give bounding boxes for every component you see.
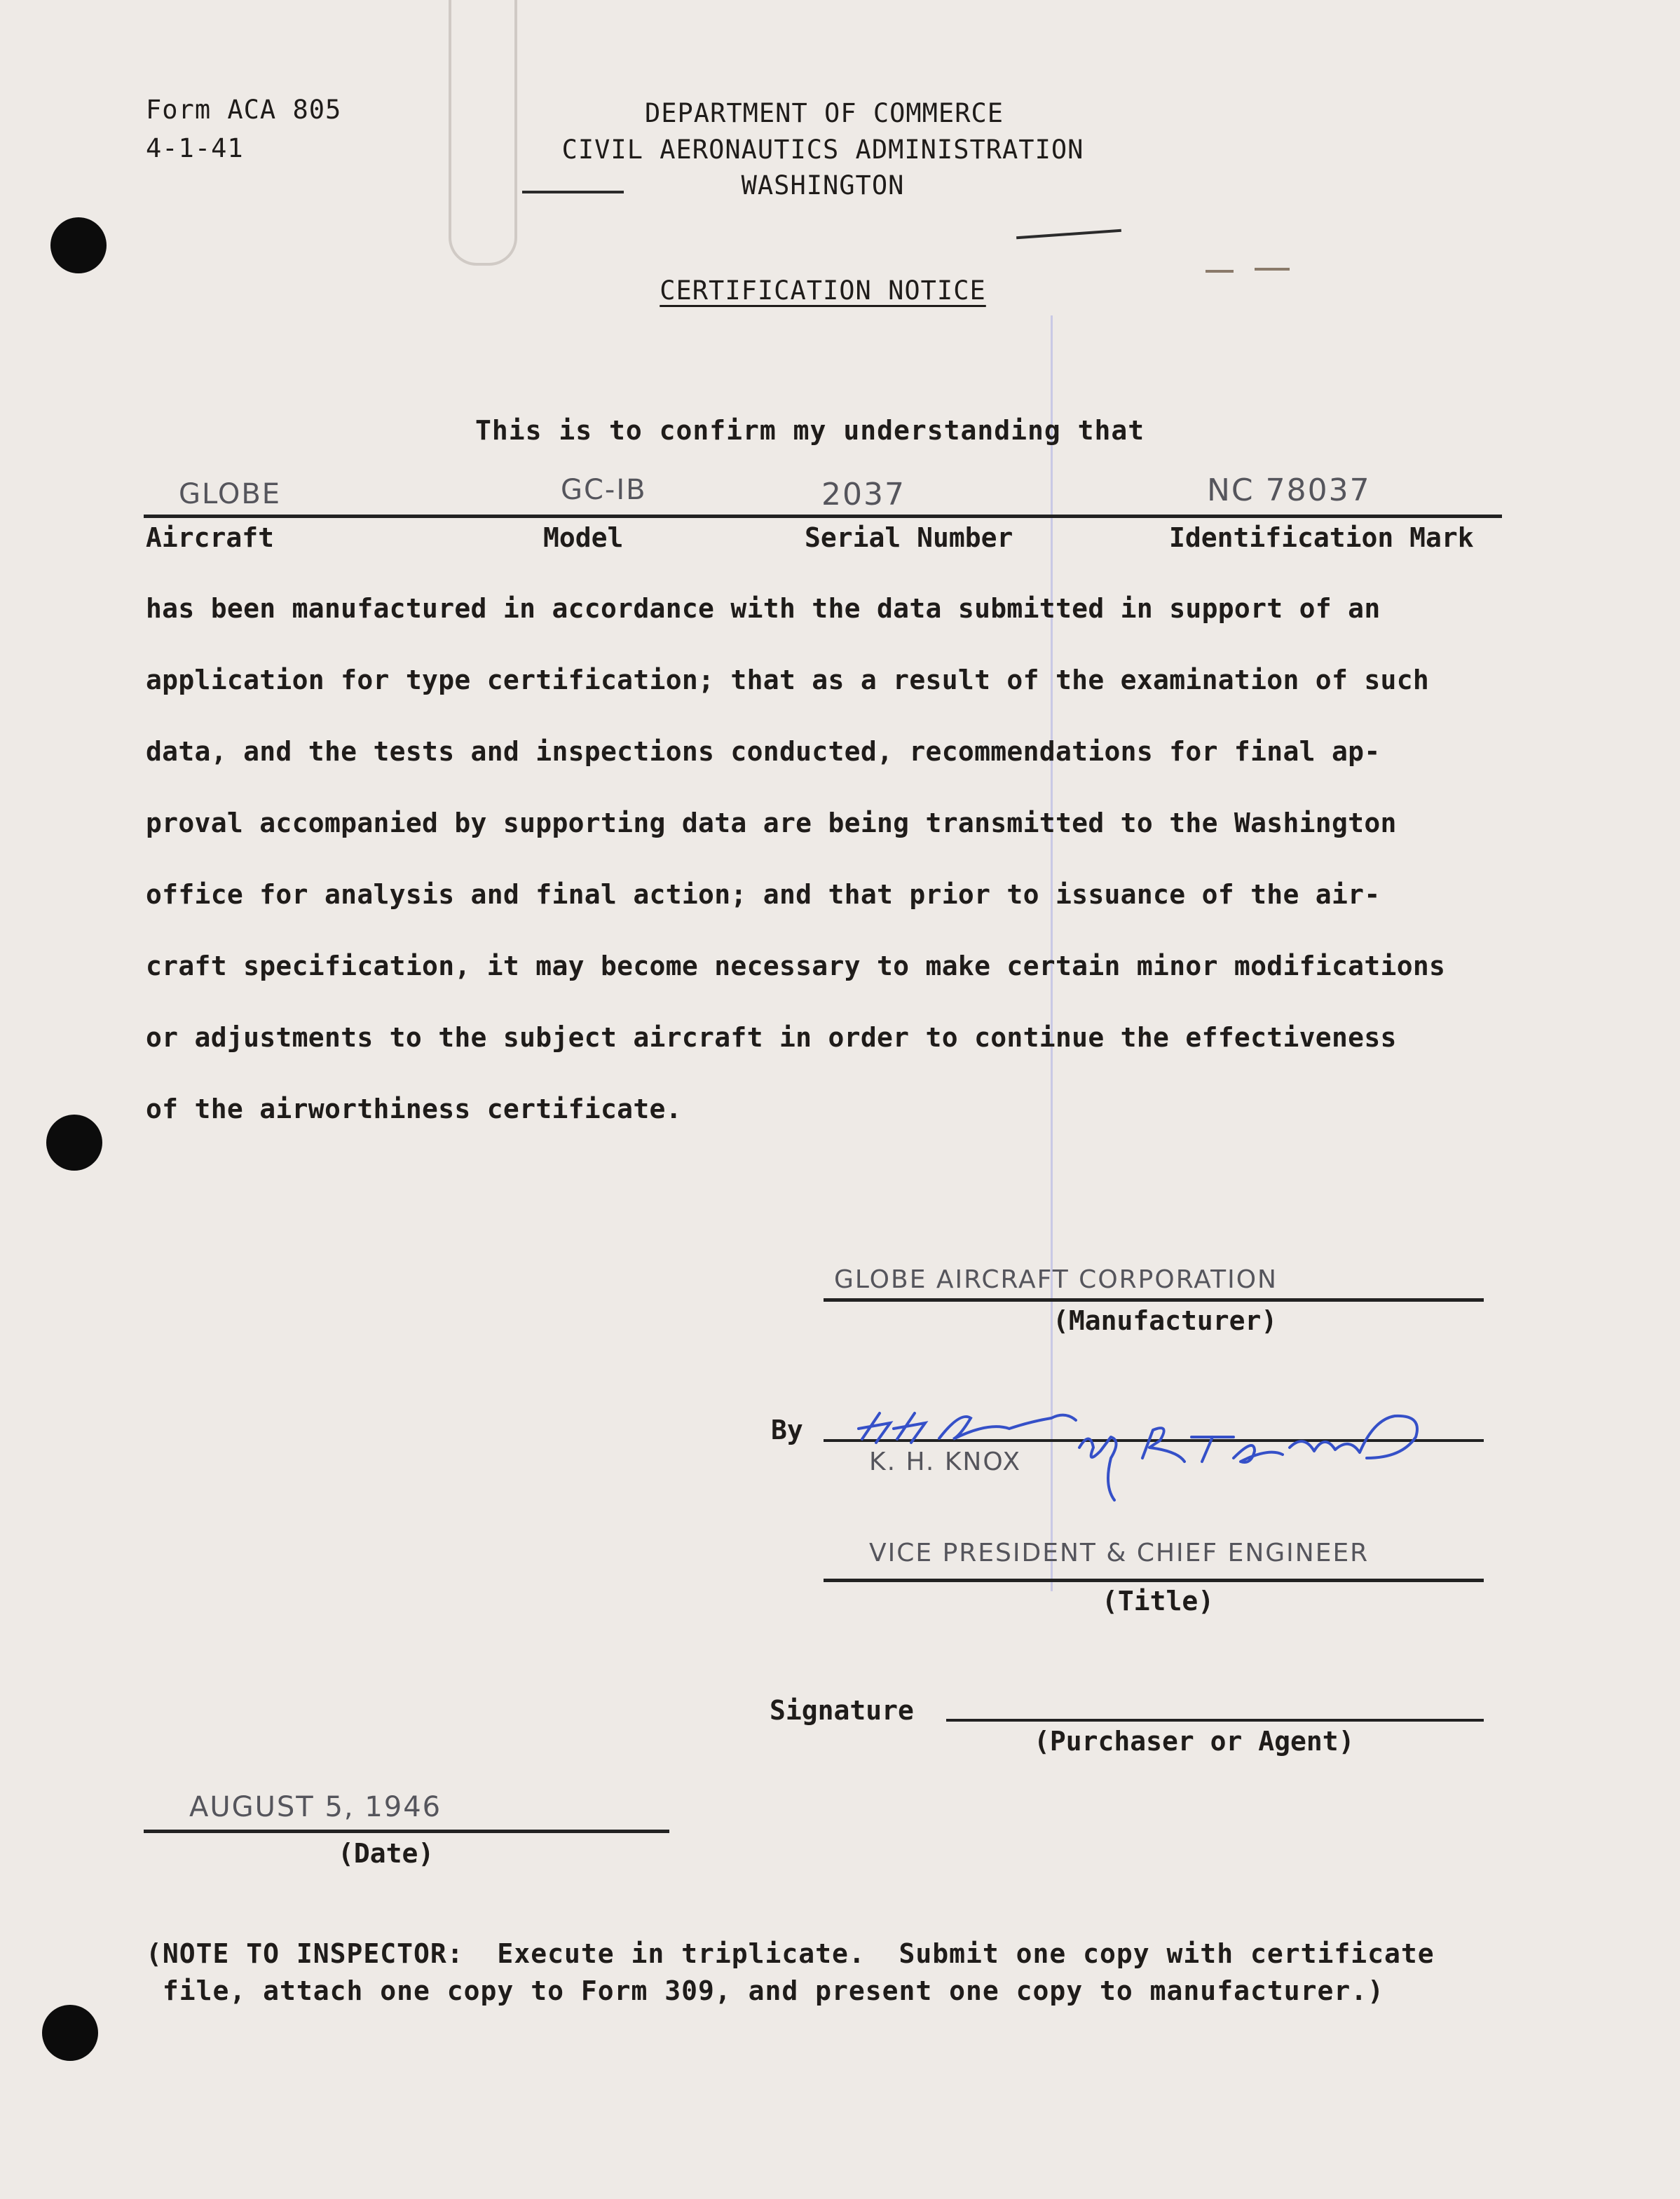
model-value: GC-IB: [561, 474, 647, 506]
by-label: By: [771, 1415, 803, 1445]
aircraft-label: Aircraft: [146, 522, 275, 553]
manufacturer-value: GLOBE AIRCRAFT CORPORATION: [834, 1265, 1278, 1294]
date-rule: [144, 1830, 669, 1833]
body-line-7: or adjustments to the subject aircraft in order to continue the effectiveness: [146, 1022, 1397, 1053]
header-city: WASHINGTON: [741, 170, 905, 200]
body-line-5: office for analysis and final action; and that prior to issuance of the air-: [146, 879, 1381, 910]
signature-label: Signature: [770, 1695, 914, 1726]
signature-caption: (Purchaser or Agent): [1034, 1726, 1355, 1757]
punch-hole-bottom: [42, 2005, 98, 2061]
aircraft-value: GLOBE: [179, 478, 282, 510]
punch-hole-middle: [46, 1115, 102, 1171]
date-value: AUGUST 5, 1946: [189, 1791, 442, 1823]
punch-hole-top: [50, 217, 107, 273]
serial-label: Serial Number: [805, 522, 1013, 553]
paper-clip-mark: [449, 0, 517, 266]
stray-mark: [1016, 229, 1121, 239]
signature-rule[interactable]: [946, 1719, 1484, 1722]
manufacturer-caption: (Manufacturer): [1053, 1305, 1278, 1336]
document-title: CERTIFICATION NOTICE: [660, 275, 986, 306]
date-caption: (Date): [338, 1838, 435, 1869]
manufacturer-rule: [824, 1298, 1484, 1302]
serial-value: 2037: [821, 477, 906, 512]
aircraft-field-rule: [144, 515, 1502, 518]
title-caption: (Title): [1102, 1586, 1215, 1616]
body-line-8: of the airworthiness certificate.: [146, 1094, 682, 1124]
intro-text: This is to confirm my understanding that: [475, 415, 1145, 446]
form-number: Form ACA 805: [146, 95, 342, 125]
form-date: 4-1-41: [146, 133, 244, 163]
ident-label: Identification Mark: [1169, 522, 1474, 553]
ident-value: NC 78037: [1207, 472, 1371, 508]
body-line-2: application for type certification; that as a result of the examination of such: [146, 665, 1430, 695]
model-label: Model: [543, 522, 624, 553]
header-administration: CIVIL AERONAUTICS ADMINISTRATION: [561, 135, 1084, 165]
stray-mark: [1206, 270, 1234, 273]
inspector-note-line-2: file, attach one copy to Form 309, and present one copy to manufacturer.): [146, 1975, 1384, 2006]
inspector-note-line-1: (NOTE TO INSPECTOR: Execute in triplicate. Submit one copy with certificate: [146, 1938, 1435, 1969]
signature-countersign: [1072, 1409, 1444, 1507]
title-rule: [824, 1579, 1484, 1582]
title-value: VICE PRESIDENT & CHIEF ENGINEER: [869, 1539, 1370, 1567]
stray-mark: [1255, 268, 1290, 271]
typed-name: K. H. KNOX: [869, 1448, 1022, 1476]
header-department: DEPARTMENT OF COMMERCE: [644, 98, 1004, 128]
body-line-3: data, and the tests and inspections conducted, recommendations for final ap-: [146, 736, 1381, 767]
body-line-6: craft specification, it may become necessary to make certain minor modifications: [146, 951, 1446, 981]
stray-mark: [522, 191, 624, 193]
body-line-4: proval accompanied by supporting data are being transmitted to the Washington: [146, 808, 1397, 838]
body-line-1: has been manufactured in accordance with the data submitted in support of an: [146, 593, 1381, 624]
